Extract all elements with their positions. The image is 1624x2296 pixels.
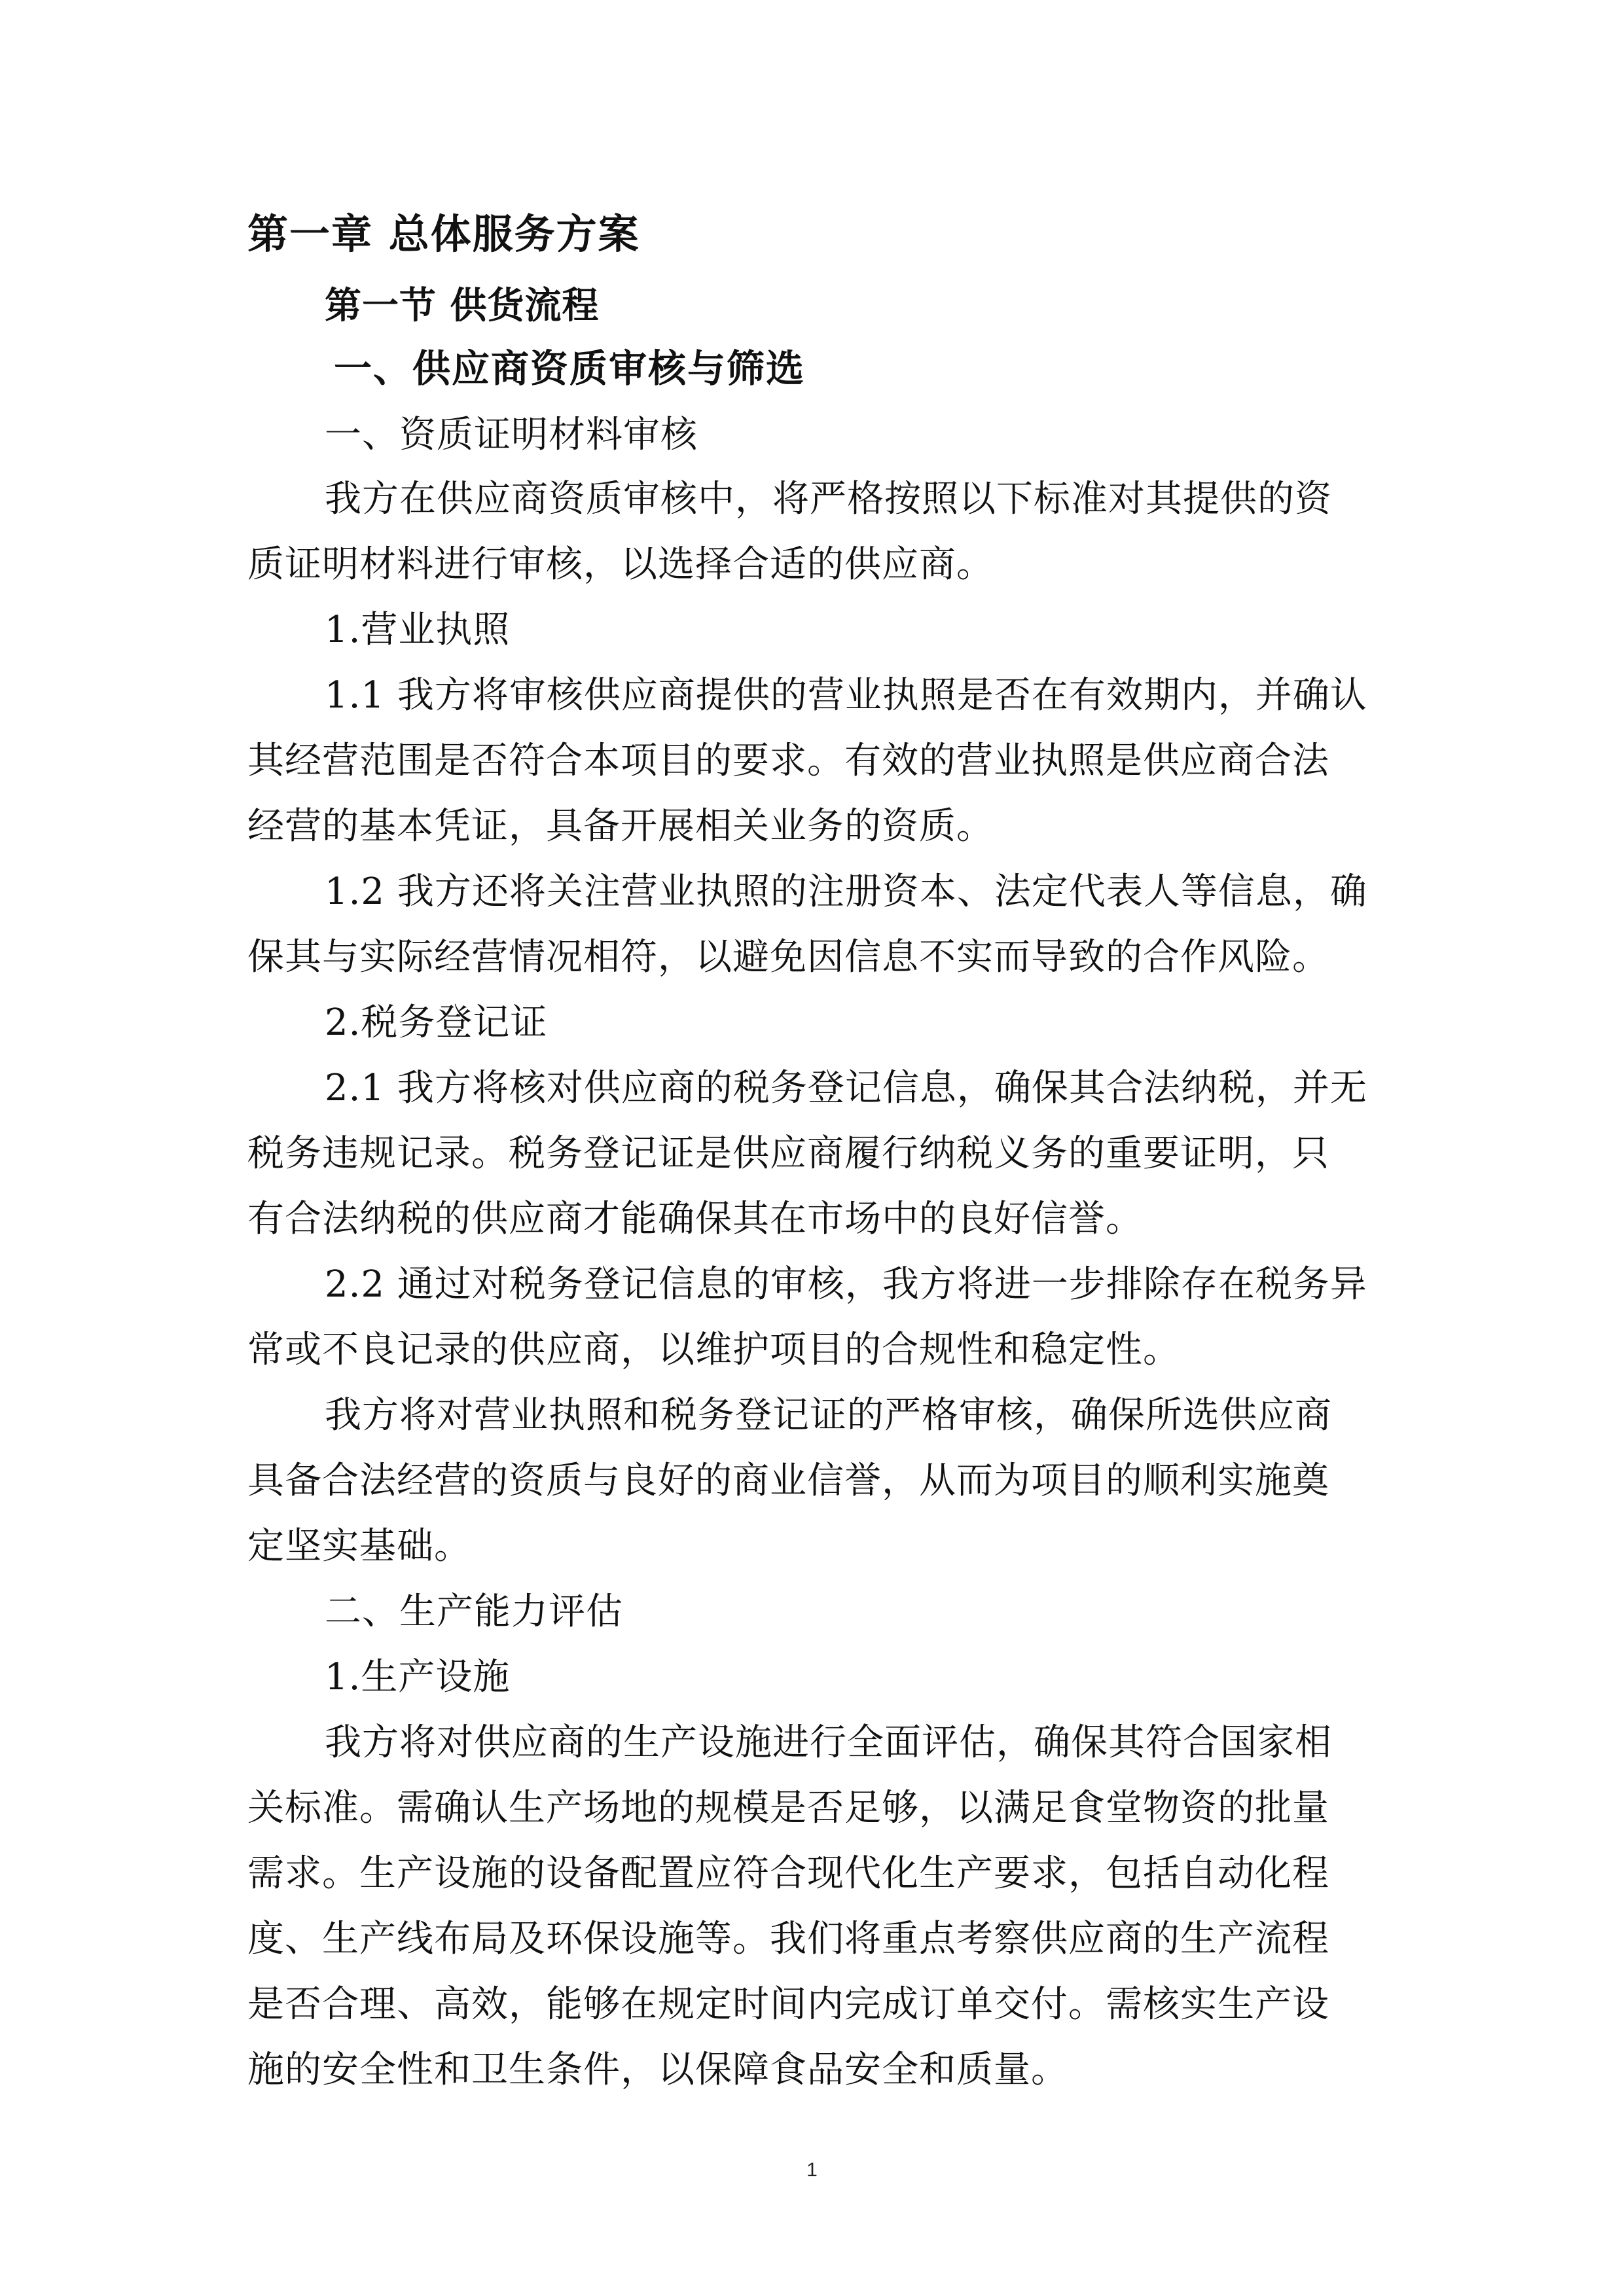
heading-qualification-review: 一、资质证明材料审核 (325, 414, 698, 456)
heading-tax-registration: 2.税务登记证 (325, 1001, 548, 1044)
heading-production-facilities: 1.生产设施 (325, 1656, 511, 1698)
chapter-title: 第一章 总体服务方案 (247, 210, 640, 258)
page-number: 1 (806, 2159, 818, 2181)
paragraph-line: 我方将对营业执照和税务登记证的严格审核，确保所选供应商 (325, 1394, 1332, 1437)
paragraph-line: 保其与实际经营情况相符，以避免因信息不实而导致的合作风险。 (247, 936, 1329, 978)
paragraph-line: 其经营范围是否符合本项目的要求。有效的营业执照是供应商合法 (247, 740, 1329, 782)
paragraph-line: 施的安全性和卫生条件，以保障食品安全和质量。 (247, 2049, 1068, 2091)
heading-production-capacity: 二、生产能力评估 (325, 1590, 623, 1633)
paragraph-line: 是否合理、高效，能够在规定时间内完成订单交付。需核实生产设 (247, 1983, 1329, 2026)
paragraph-line: 我方在供应商资质审核中，将严格按照以下标准对其提供的资 (325, 478, 1332, 520)
subsection-title: 一、供应商资质审核与筛选 (334, 346, 806, 391)
paragraph-line: 关标准。需确认生产场地的规模是否足够，以满足食堂物资的批量 (247, 1787, 1329, 1829)
paragraph-line: 度、生产线布局及环保设施等。我们将重点考察供应商的生产流程 (247, 1918, 1329, 1960)
paragraph-line: 定坚实基础。 (247, 1525, 471, 1568)
paragraph-line: 2.2 通过对税务登记信息的审核，我方将进一步排除存在税务异 (325, 1263, 1367, 1306)
paragraph-line: 常或不良记录的供应商，以维护项目的合规性和稳定性。 (247, 1329, 1180, 1371)
section-title: 第一节 供货流程 (325, 285, 600, 327)
paragraph-line: 有合法纳税的供应商才能确保其在市场中的良好信誉。 (247, 1198, 1143, 1240)
heading-business-license: 1.营业执照 (325, 609, 511, 651)
paragraph-line: 经营的基本凭证，具备开展相关业务的资质。 (247, 805, 994, 848)
paragraph-line: 1.2 我方还将关注营业执照的注册资本、法定代表人等信息，确 (325, 870, 1367, 913)
paragraph-line: 质证明材料进行审核，以选择合适的供应商。 (247, 543, 994, 586)
paragraph-line: 2.1 我方将核对供应商的税务登记信息，确保其合法纳税，并无 (325, 1067, 1367, 1109)
paragraph-line: 我方将对供应商的生产设施进行全面评估，确保其符合国家相 (325, 1721, 1332, 1764)
paragraph-line: 1.1 我方将审核供应商提供的营业执照是否在有效期内，并确认 (325, 674, 1367, 717)
paragraph-line: 具备合法经营的资质与良好的商业信誉，从而为项目的顺利实施奠 (247, 1460, 1329, 1502)
paragraph-line: 税务违规记录。税务登记证是供应商履行纳税义务的重要证明，只 (247, 1132, 1329, 1175)
paragraph-line: 需求。生产设施的设备配置应符合现代化生产要求，包括自动化程 (247, 1852, 1329, 1895)
